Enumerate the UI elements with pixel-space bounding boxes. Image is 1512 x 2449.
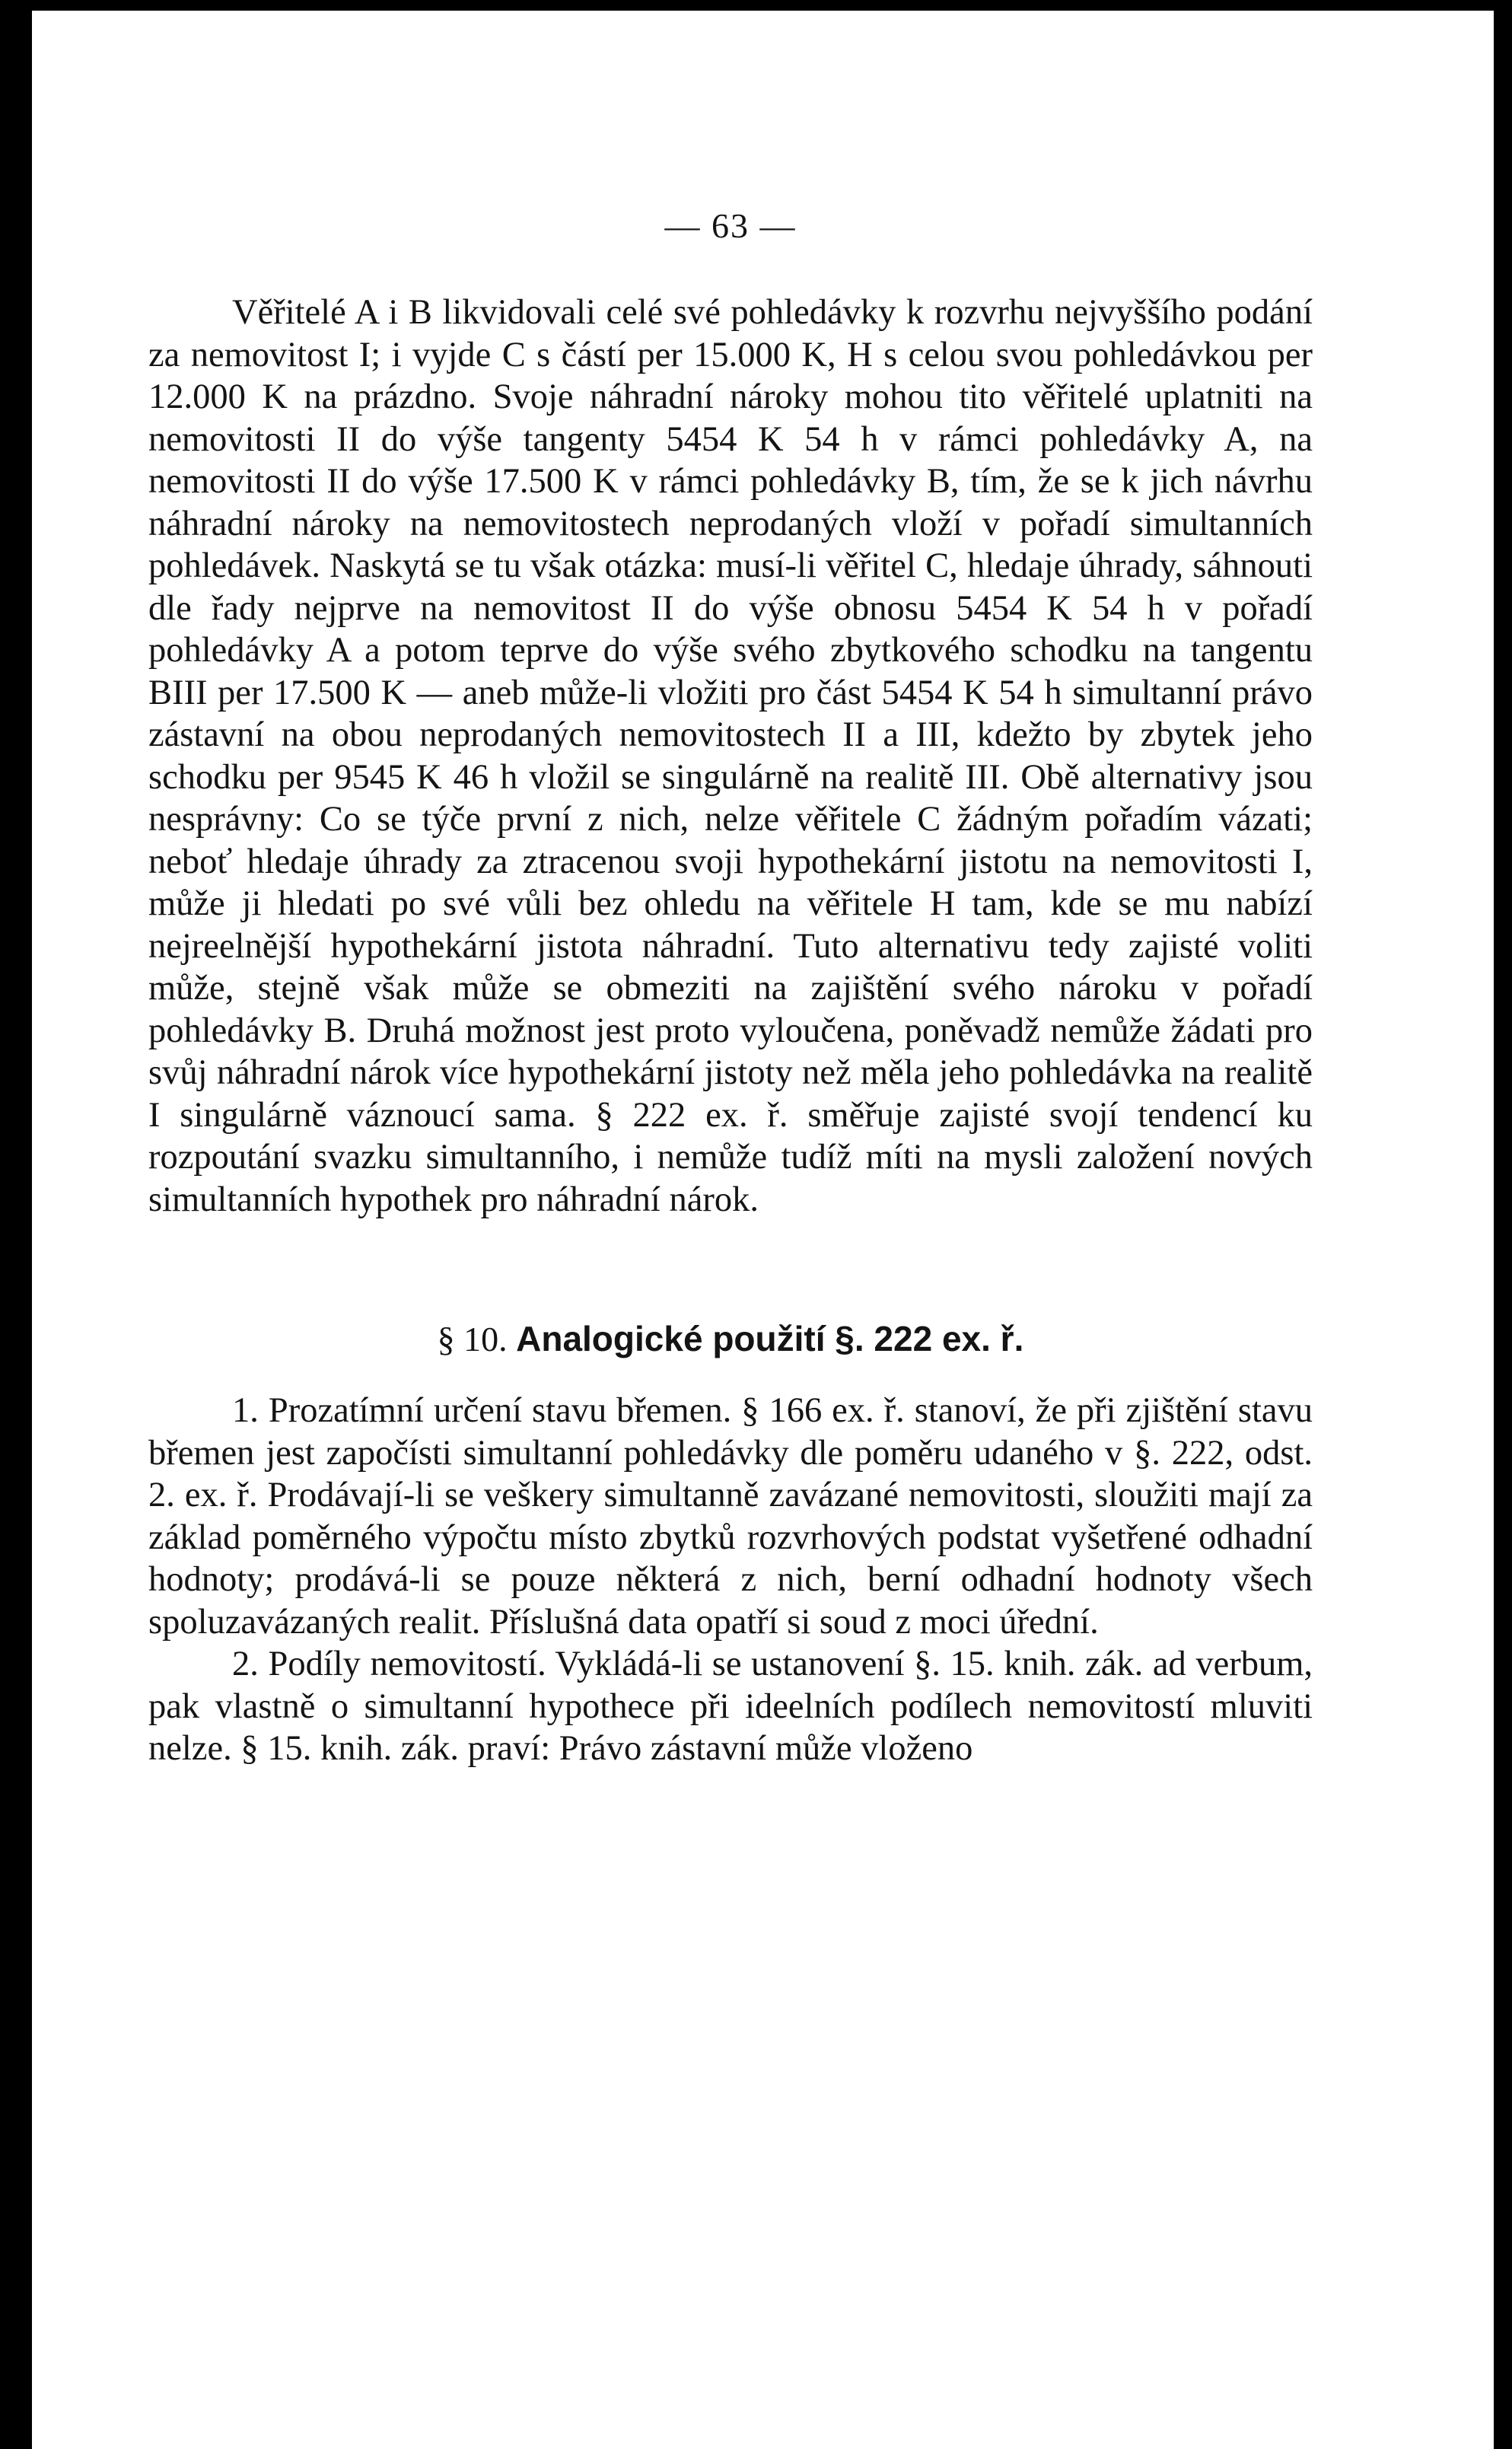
section-heading [148,1318,1313,1359]
page-number: — 63 — [664,206,797,245]
scan-border-right [1494,0,1512,2449]
section-title: Analogické použití §. 222 ex. ř. [516,1319,1024,1358]
book-page [148,205,1313,1770]
paragraph-property-shares: 2. Podíly nemovitostí. Vykládá-li se ustanovení §. 15. knih. zák. ad verbum, pak vlastně o simultanní hypothece při ideelních podílech nemovitostí mluviti nelze. § 15. knih. zák. praví: Právo zástavní může vloženo [148,1645,1313,1768]
section-number: § 10. [437,1320,508,1358]
scan-border-left [0,0,32,2449]
paragraph-provisional-determination: 1. Prozatímní určení stavu břemen. § 166 ex. ř. stanoví, že při zjištění stavu břemen jest započísti simultanní pohledávky dle poměru udaného v §. 222, odst. 2. ex. ř. Prodávají-li se veškery simultanně zavázané nemovitosti, sloužiti mají za základ poměrného výpočtu místo zbytků rozvrhových podstat vyšetřené odhadní hodnoty; prodává-li se pouze některá z nich, berní odhadní hodnoty všech spoluzavázaných realit. Příslušná data opatří si soud z moci úřední. [148,1391,1313,1642]
paragraph-creditors: Věřitelé A i B likvidovali celé své pohledávky k rozvrhu nejvyššího podání za nemovitost I; i vyjde C s částí per 15.000 K, H s celou svou pohledávkou per 12.000 K na prázdno. Svoje náhradní nároky mohou tito věřitelé uplatniti na nemovitosti II do výše tangenty 5454 K 54 h v rámci pohledávky A, na nemovitosti II do výše 17.500 K v rámci pohledávky B, tím, že se k jich návrhu náhradní nároky na nemovitostech neprodaných vloží v pořadí simultanních pohledávek. Naskytá se tu však otázka: musí-li věřitel C, hledaje úhrady, sáhnouti dle řady nejprve na nemovitost II do výše obnosu 5454 K 54 h v pořadí pohledávky A a potom teprve do výše svého zbytkového schodku na tangentu BIII per 17.500 K — aneb může-li vložiti pro část 5454 K 54 h simultanní právo zástavní na obou neprodaných nemovitostech II a III, kdežto by zbytek jeho schodku per 9545 K 46 h vložil se singulárně na realitě III. Obě alternativy jsou nesprávny: Co se týče první z nich, nelze věřitele C žádným pořadím vázati; neboť hledaje úhrady za ztracenou svoji hypothekární jistotu na nemovitosti I, může ji hledati po své vůli bez ohledu na věřitele H tam, kde se mu nabízí nejreelnější hypothekární jistota náhradní. Tuto alternativu tedy zajisté voliti může, stejně však může se obmeziti na zajištění svého nároku v pořadí pohledávky B. Druhá možnost jest proto vyloučena, poněvadž nemůže žádati pro svůj náhradní nárok více hypothekární jistoty než měla jeho pohledávka na realitě I singulárně váznoucí sama. § 222 ex. ř. směřuje zajisté svojí tendencí ku rozpoutání svazku simultanního, i nemůže tudíž míti na mysli založení nových simultanních hypothek pro náhradní nárok. [148,293,1313,1219]
scan-border-top [0,0,1512,11]
